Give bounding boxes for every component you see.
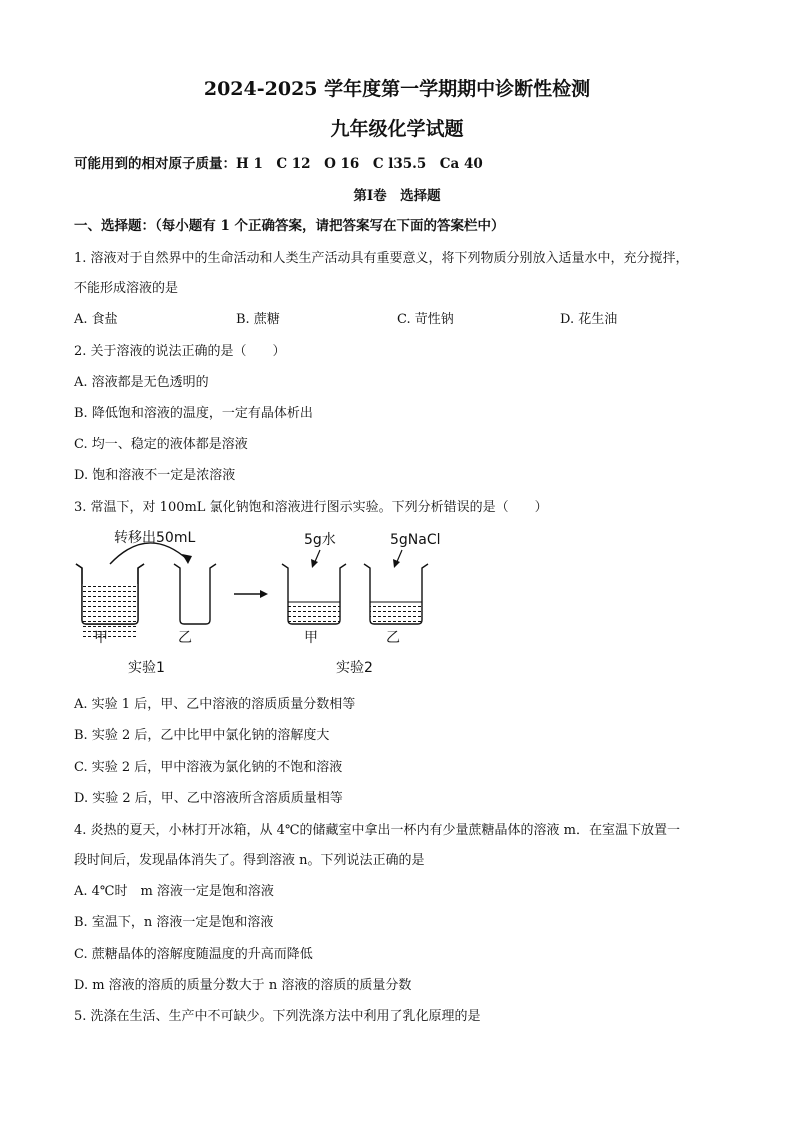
beaker-yi-exp1 [174, 564, 216, 624]
atomic-mass-line: 可能用到的相对原子质量：H 1 C 12 O 16 C l35.5 Ca 40 [74, 156, 483, 172]
add-water-arrowhead [311, 559, 318, 568]
q2-option-d: D. 饱和溶液不一定是浓溶液 [74, 468, 236, 483]
label-exp2: 实验2 [336, 660, 373, 676]
q4-stem-line2: 段时间后，发现晶体消失了。得到溶液 n。下列说法正确的是 [74, 853, 425, 868]
q5-stem: 5. 洗涤在生活、生产中不可缺少。下列洗涤方法中利用了乳化原理的是 [74, 1009, 481, 1024]
q4-option-c: C. 蔗糖晶体的溶解度随温度的升高而降低 [74, 947, 313, 962]
label-yi-exp2: 乙 [386, 630, 400, 646]
exam-subtitle: 九年级化学试题 [330, 118, 464, 140]
section-heading: 第Ⅰ卷 选择题 [353, 188, 441, 204]
q3-option-a: A. 实验 1 后，甲、乙中溶液的溶质质量分数相等 [74, 697, 356, 712]
add-nacl-label: 5gNaCl [390, 532, 441, 548]
process-arrowhead [260, 590, 268, 598]
q4-option-a: A. 4℃时 m 溶液一定是饱和溶液 [74, 884, 274, 899]
q4-option-b: B. 室温下，n 溶液一定是饱和溶液 [74, 915, 274, 930]
label-exp1: 实验1 [128, 660, 165, 676]
solution-jia-exp2 [288, 602, 340, 624]
beaker-yi-exp2 [364, 564, 428, 624]
q1-option-b: B. 蔗糖 [236, 312, 280, 327]
q4-stem-line1: 4. 炎热的夏天，小林打开冰箱，从 4℃的储藏室中拿出一杯内有少量蔗糖晶体的溶液 m．在室温下放置一 [74, 823, 680, 838]
experiment-figure [68, 524, 468, 680]
q1-option-c: C. 苛性钠 [397, 312, 454, 327]
label-jia-exp2: 甲 [304, 630, 318, 646]
q1-option-d: D. 花生油 [560, 312, 618, 327]
label-jia-exp1: 甲 [94, 630, 108, 646]
q4-option-d: D. m 溶液的溶质的质量分数大于 n 溶液的溶质的质量分数 [74, 978, 412, 993]
label-yi-exp1: 乙 [178, 630, 192, 646]
q3-stem: 3. 常温下，对 100mL 氯化钠饱和溶液进行图示实验。下列分析错误的是（ ） [74, 500, 548, 515]
exam-title: 2024-2025 学年度第一学期期中诊断性检测 [203, 78, 591, 100]
q2-option-b: B. 降低饱和溶液的温度，一定有晶体析出 [74, 406, 313, 421]
part-heading: 一、选择题：（每小题有 1 个正确答案，请把答案写在下面的答案栏中） [74, 218, 505, 234]
add-water-label: 5g水 [304, 532, 336, 548]
q1-option-a: A. 食盐 [74, 312, 118, 327]
q1-stem-line1: 1. 溶液对于自然界中的生命活动和人类生产活动具有重要意义，将下列物质分别放入适量水中，充分搅拌， [74, 251, 689, 266]
q3-option-c: C. 实验 2 后，甲中溶液为氯化钠的不饱和溶液 [74, 760, 343, 775]
q3-option-b: B. 实验 2 后，乙中比甲中氯化钠的溶解度大 [74, 728, 330, 743]
q1-stem-line2: 不能形成溶液的是 [74, 281, 179, 296]
beaker-jia-exp1 [76, 564, 144, 638]
transfer-arrow [110, 543, 188, 564]
q2-option-c: C. 均一、稳定的液体都是溶液 [74, 437, 248, 452]
q3-option-d: D. 实验 2 后，甲、乙中溶液所含溶质质量相等 [74, 791, 343, 806]
transfer-arrowhead [182, 554, 192, 564]
add-nacl-arrowhead [393, 559, 400, 568]
q2-option-a: A. 溶液都是无色透明的 [74, 375, 209, 390]
q2-stem: 2. 关于溶液的说法正确的是（ ） [74, 344, 286, 359]
solution-yi-exp2 [370, 602, 422, 624]
transfer-label: 转移出50mL [114, 530, 196, 546]
beaker-jia-exp2 [282, 564, 346, 624]
